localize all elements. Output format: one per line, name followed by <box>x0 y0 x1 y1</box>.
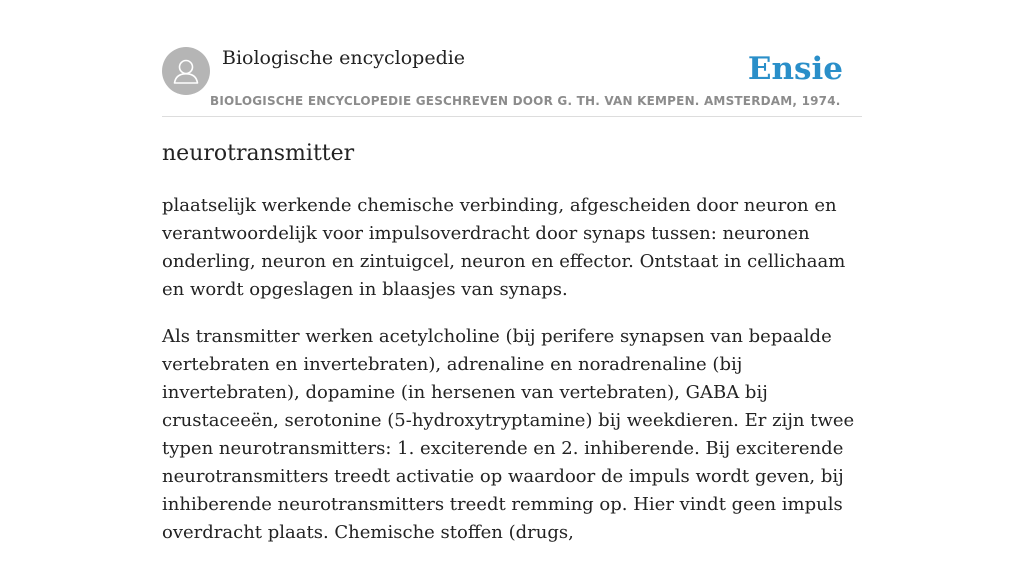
user-icon[interactable] <box>162 47 210 95</box>
source-description: BIOLOGISCHE ENCYCLOPEDIE GESCHREVEN DOOR G. TH. VAN KEMPEN. AMSTERDAM, 1974. <box>210 94 841 108</box>
ensie-logo[interactable]: Ensie <box>747 51 843 87</box>
user-icon-graphic <box>162 47 210 95</box>
definition-paragraph-1: plaatselijk werkende chemische verbinding, afgescheiden door neuron en verantwoordelijk voor impulsoverdracht door synaps tussen: neuronen onderling, neuron en zintuigcel, neuron en effector. Ontstaat in cellichaam en wordt opgeslagen in blaasjes van synaps. <box>162 195 846 300</box>
article-body <box>162 192 868 566</box>
definition-paragraph-2: Als transmitter werken acetylcholine (bij perifere synapsen van bepaalde vertebraten en invertebraten), adrenaline en noradrenaline (bij invertebraten), dopamine (in hersenen van vertebraten), GABA bij crustaceeën, serotonine (5-hydroxytryptamine) bij weekdieren. Er zijn twee typen neurotransmitters: 1. exciterende en 2. inhiberende. Bij exciterende neurotransmitters treedt activatie op waardoor de impuls wordt geven, bij inhiberende neurotransmitters treedt remming op. Hier vindt geen impuls overdracht plaats. Chemische stoffen (drugs, <box>162 326 855 543</box>
source-header <box>162 0 862 117</box>
source-title-link[interactable]: Biologische encyclopedie <box>222 47 466 69</box>
page <box>162 0 862 543</box>
term-title: neurotransmitter <box>162 141 355 166</box>
